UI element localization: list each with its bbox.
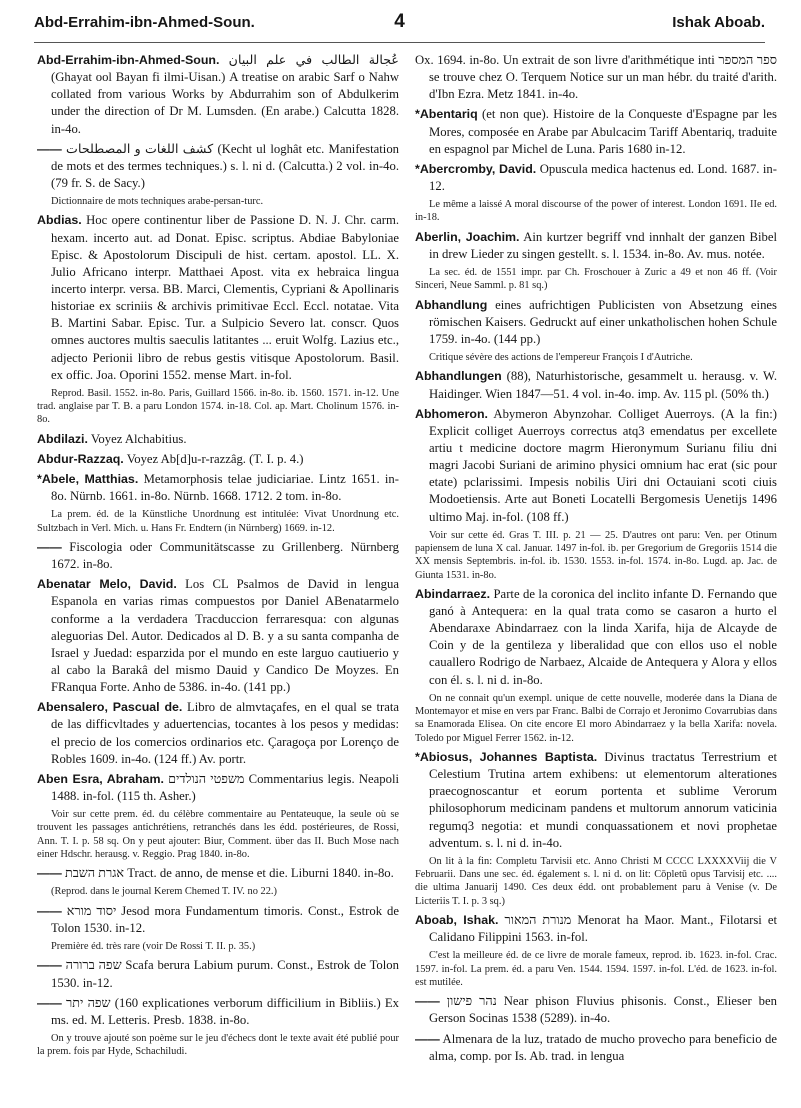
bibliography-entry <box>37 471 399 505</box>
entry-note: La sec. éd. de 1551 impr. par Ch. Froschouer à Zuric a 49 et non 46 ff. (Voir Sinceri, Neue Samml. p. 81 sq.) <box>415 267 777 292</box>
entry-note: Le même a laissé A moral discourse of the power of interest. London 1691. IIe ed. in-18. <box>415 199 777 224</box>
entry-text: יסוד מורא Jesod mora Fundamentum timoris. Const., Estrok de Tolon 1530. in-12. <box>51 903 399 935</box>
entry-text: Los CL Psalmos de David in lengua Espanola en varias rimas compuestos por Daniel ABenatarmelo conforme a la verdadera Tracduccion ferraresqua: con algunas aleguorias Del. Autor. Dedicados al D. B. y a su santa companha de Israel y Juedad: esparzida por el mundo en este larguo cautiuerio y al cabo la Barakâ del mismo Dauid y Candico De Moyzes. En FRanqua Forte. Anho de 5386. in-4o. (141 pp.) <box>51 577 399 695</box>
entry-text: Parte de la coronica del inclito infante D. Fernando que ganó à Antequera: en la qual trata como se casaron a hurto el Abendaraxe Abindarraez con la linda Xarifa, hija de Alcayde de Coin y de la gentileza y liberalidad que con ellos uso el noble cauallero Rodrigo de Narbaez, Alcaide de Antequera y Alora y ellos con él. s. l. ni d. in-8o. <box>429 586 777 687</box>
running-header <box>34 11 765 36</box>
bibliography-entry <box>37 576 399 696</box>
entry-note: Critique sévère des actions de l'empereur François I d'Autriche. <box>429 352 693 364</box>
entry-headword: Aboab, Ishak. <box>415 913 499 928</box>
entry-text: אגרת השבת Tract. de anno, de mense et die. Liburni 1840. in-8o. <box>64 866 394 881</box>
entry-headword: Aben Esra, Abraham. <box>37 771 164 786</box>
right-column <box>415 52 777 1102</box>
entry-headword: *Abele, Matthias. <box>37 472 139 487</box>
entry-text: عُجالة الطالب في علم البيان (Ghayat ool Bayan fi ilmi-Uisan.) A treatise on arabic Sarf o Nahw collated from various Works by Abdurrahim son of Abdulkerim under the direction of Dr M. Lumsden. (En arabe.) Calcutta 1828. in-4o. <box>51 53 399 136</box>
bibliography-entry <box>415 106 777 157</box>
entry-note: Première éd. très rare (voir De Rossi T. II. p. 35.) <box>51 941 256 953</box>
entry-note: Voir sur cette éd. Gras T. III. p. 21 — 25. D'autres ont paru: Ven. per Otinum papiensem de luna X cal. Januar. 1497 in-fol. ib. per Gregorium de Gregoriis 1514 die XX mensis Septembris. in-fol. ib. 1530. 1553. in-fol. 1574. in-8o. Lugd. ap. Jac. de Giunta 1531. in-8o. <box>415 529 777 581</box>
bibliography-entry <box>37 141 399 192</box>
entry-headword: Abdur-Razzaq. <box>37 451 124 466</box>
entry-text: Ox. 1694. in-8o. Un extrait de son livre d'arithmétique inti ספר המספר se trouve chez O. Terquem Notice sur un man hébr. du traité d'arith. d'Ibn Ezra. Metz 1841. in-4o. <box>415 53 777 102</box>
bibliography-entry <box>37 212 399 383</box>
entry-text: נהר פישון Near phison Fluvius phisonis. Const., Elieser ben Gerson Socinas 1538 (5289). in-4o. <box>429 994 777 1026</box>
bibliography-entry <box>37 865 399 882</box>
entry-headword: Abhandlung <box>415 297 488 312</box>
bibliography-entry <box>415 368 777 402</box>
entry-headword: *Abentariq <box>415 107 478 122</box>
bibliography-entry <box>415 993 777 1027</box>
entry-headword: —— <box>37 995 62 1010</box>
entry-headword: —— <box>37 903 62 918</box>
header-left-headword: Abd-Errahim-ibn-Ahmed-Soun. <box>34 14 255 31</box>
bibliography-entry <box>37 52 399 138</box>
bibliography-entry <box>37 903 399 937</box>
entry-note: On ne connait qu'un exempl. unique de cette nouvelle, moderée dans la Diana de Montemayor et mise en vers par Franc. Balbi de Corrajo et Jeronimo Covarrubias dans sa Enamorada Elisea. On cite encore El moro Abindarraez y la bella Xarifa: novela. Toledo por Miguel Ferrer 1562. in-12. <box>415 692 777 744</box>
entry-text: Metamorphosis telae judiciariae. Lintz 1651. in-8o. Nürnb. 1661. in-8o. Nürnb. 1668. 1712. 2 tom. in-8o. <box>51 472 399 504</box>
bibliography-entry <box>37 995 399 1029</box>
entry-note: La prem. éd. de la Künstliche Unordnung est intitulée: Vivat Unordnung etc. Sultzbach in Verl. Mich. u. Hans Fr. Endtern (in Nürnberg) 1669. in-12. <box>37 509 399 534</box>
entry-headword: Abindarraez. <box>415 586 491 601</box>
bibliography-entry <box>37 539 399 573</box>
entry-text: Hoc opere continentur liber de Passione D. N. J. Chr. carm. hexam. incerto aut. ad Donat. Episc. scriptus. Abdiae Babyloniae Episc. & Apostolorum Discipuli de hist. certam. apostol. LL. X. Julio Africano interpr. Matthaei Apost. vita ex hebraica lingua incerto interpr. versa. BB. Marci, Clementis, Cypriani & Apollinaris historiae ex scriniis & archivis primitivae Eccl. Eccl. notatae. Vita B. Martini Sabar. Episc. Tur. a Sulpicio Severo lat. conscr. Quos omnes auctores multis saeculis latitantes ... eruit Wolfg. Lazius etc., adjecto Perionii libro de rebus gestis vitisque Apostolorum. Basil. ex offic. Joa. Oporini 1552. mense Mart. in-fol. <box>51 213 399 382</box>
bibliography-entry <box>415 749 777 852</box>
bibliography-entry <box>37 699 399 768</box>
entry-headword: Abd-Errahim-ibn-Ahmed-Soun. <box>37 53 220 67</box>
bibliography-entry <box>415 52 777 103</box>
entry-headword: Abhomeron. <box>415 406 488 421</box>
entry-text: eines aufrichtigen Publicisten von Absetzung eines römischen Kaisers. Gedruckt auf einer unkatholischen hohen Schule 1759. in-4o. (144 pp.) <box>429 297 777 346</box>
entry-headword: —— <box>415 1031 440 1046</box>
entry-headword: —— <box>37 866 62 881</box>
entry-text: Fiscologia oder Communitätscasse zu Grillenberg. Nürnberg 1672. in-8o. <box>51 539 399 572</box>
bibliography-entry <box>37 957 399 991</box>
entry-note: Reprod. Basil. 1552. in-8o. Paris, Guillard 1566. in-8o. ib. 1560. 1571. in-12. Une trad. anglaise par T. B. a paru London 1574. in-18. Col. ap. Mart. Cholinum 1576. in-8o. <box>37 387 399 426</box>
entry-text: מנורת המאור Menorat ha Maor. Mant., Filotarsi et Calidano Filippini 1563. in-fol. <box>429 913 777 945</box>
entry-note: On lit à la fin: Completu Tarvisii etc. Anno Christi M CCCC LXXXXViij die V Februarii. Dans une sec. éd. également s. l. ni d. on lit: Cōpletū opus Tarvisij etc. .... die ultima Januarij 1490. Ces deux édd. ont probablement paru à Venise (v. De Licteriis T. I. p. 3 sq.) <box>415 855 777 907</box>
bibliography-entry <box>415 297 777 348</box>
entry-text: שפה יתר (160 explicationes verborum difficilium in Bibliis.) Ex ms. ed. M. Letteris. Presb. 1838. in-8o. <box>51 995 399 1027</box>
entry-text: Opuscula medica hactenus ed. Lond. 1687. in-12. <box>429 161 777 193</box>
bibliography-entry <box>415 161 777 195</box>
entry-text: Abymeron Abynzohar. Colliget Auerroys. (A la fin:) Explicit colliget Auerroys correctus atq3 emendatus per excellete artiu t medicine doctore magrm Hieronymum Surianu filiu dni magri Jacobi Suriani de arimino physici omnium hac erat (sic pour etate) pclarissimi. Impesis nobilis Uiri dni Octauiani scoti ciuis Modoetiensis. Arte aut Boneti Locatelli Bergomesis Uenetijs 1496 ultimo Maj. in-fol. (108 ff.) <box>429 406 777 524</box>
header-rule <box>34 42 765 43</box>
entry-headword: *Abercromby, David. <box>415 161 537 176</box>
bibliography-entry <box>415 912 777 946</box>
bibliography-entry <box>415 1031 777 1065</box>
bibliography-entry <box>415 406 777 526</box>
entry-note: Dictionnaire de mots techniques arabe-persan-turc. <box>51 196 264 208</box>
bibliography-entry <box>37 771 399 805</box>
entry-note: Voir sur cette prem. éd. du célèbre commentaire au Pentateuque, la seule où se trouvent les passages antichrétiens, retranchés dans les édd. postérieures, de Rossi, Ann. T. I. p. 58 sq. On y peut ajouter: Biur, Comment. über das II. Buch Mose nach einer Hdschr. herausg. v. Reggio. Prag 1840. in-8o. <box>37 809 399 861</box>
entry-headword: —— <box>37 539 62 554</box>
entry-text: שפה ברורה Scafa berura Labium purum. Const., Estrok de Tolon 1530. in-12. <box>51 958 399 990</box>
entry-headword: *Abiosus, Johannes Baptista. <box>415 750 598 764</box>
entry-note: (Reprod. dans le journal Kerem Chemed T. IV. no 22.) <box>51 886 277 898</box>
header-right-headword: Ishak Aboab. <box>672 14 765 31</box>
entry-headword: Aberlin, Joachim. <box>415 229 520 244</box>
entry-headword: Abhandlungen <box>415 369 502 384</box>
entry-text: Libro de almvtaçafes, en el qual se trata de las difficvltades y aduertencias, tocantes à los pesos y medidas: el precio de los comercios ordinarios etc. Çaragoça por Lorenço de Robles 1609. in-4o. (124 ff.) Av. portr. <box>51 700 399 766</box>
entry-text: كشف اللغات و المصطلحات (Kecht ul loghât etc. Manifestation de mots et des termes techniques.) s. l. ni d. (Calcutta.) 2 vol. in-4o. (79 fr. S. de Sacy.) <box>51 141 399 190</box>
left-column <box>37 52 399 1102</box>
entry-text: (et non que). Histoire de la Conqueste d'Espagne par les Mores, composée en Arabe par Abulcacim Tariff Abentariq, traduite en espagnol par Michel de Luna. Paris 1680 in-12. <box>429 107 777 156</box>
entry-headword: —— <box>415 994 440 1009</box>
entry-text: Voyez Alchabitius. <box>90 431 187 446</box>
entry-text: Ain kurtzer begriff vnd innhalt der ganzen Bibel in drew Lieder zu singen gestellt. s. l. 1534. in-8o. Av. mus. notée. <box>429 229 777 261</box>
entry-text: Voyez Ab[d]u-r-razzâg. (T. I. p. 4.) <box>126 451 304 466</box>
entry-text: משפטי הנולדים Commentarius legis. Neapoli 1488. in-fol. (115 th. Asher.) <box>51 771 399 803</box>
entry-text: Divinus tractatus Terrestrium et Celestium Trutina artem exhibens: ut elementorum alterationes praecognoscantur et eorum portenta et sublime Verorum philosophorum medicinam pandens et multorum annorum vaticinia regumq3 negotia: et mundi conquassationem et novi prophetae adventum. s. l. ni d. in-4o. <box>429 750 777 850</box>
entry-headword: Abdilazi. <box>37 431 88 446</box>
entry-note: C'est la meilleure éd. de ce livre de morale fameux, reprod. ib. 1623. in-fol. Crac. 1597. in-fol. La prem. éd. a paru Ven. 1544. 1594. 1597. in-fol. L'éd. de 1623. in-fol. est mutilée. <box>415 950 777 988</box>
entry-headword: Abdias. <box>37 213 82 228</box>
entry-text: Almenara de la luz, tratado de mucho provecho para beneficio de alma, comp. por Is. Ab. trad. in lengua <box>429 1031 777 1063</box>
page-number: 4 <box>394 11 405 32</box>
entry-headword: —— <box>37 958 62 973</box>
entry-text: (88), Naturhistorische, gesammelt u. herausg. v. W. Haidinger. Wien 1847—51. 4 vol. in-4o. imp. Av. 115 pl. (50% th.) <box>429 369 777 401</box>
entry-headword: Abenatar Melo, David. <box>37 577 177 592</box>
bibliography-entry <box>37 451 399 468</box>
bibliography-entry <box>415 586 777 689</box>
entry-headword: Abensalero, Pascual de. <box>37 700 183 715</box>
entry-note: On y trouve ajouté son poème sur le jeu d'échecs dont le texte avait été publié pour la prem. fois par Hyde, Schachiludi. <box>37 1032 399 1058</box>
bibliography-entry <box>415 229 777 263</box>
bibliography-entry <box>37 431 399 448</box>
entry-headword: —— <box>37 141 62 156</box>
